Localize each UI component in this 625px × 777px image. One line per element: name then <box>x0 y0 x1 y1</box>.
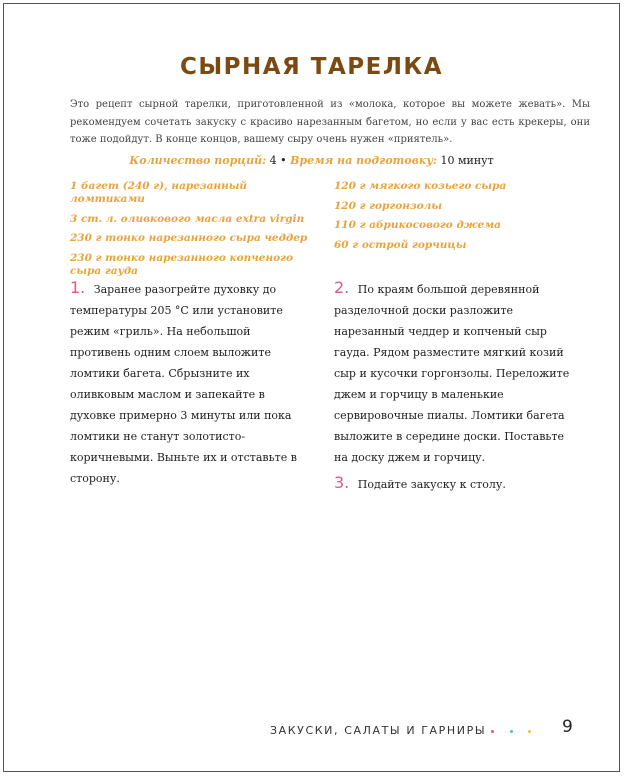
ingredient-item: 60 г острой горчицы <box>334 238 467 251</box>
ingredient-item: 120 г горгонзолы <box>334 199 443 212</box>
ingredient-item: 110 г абрикосового джема <box>334 219 501 231</box>
ingredient-item: 1 багет (240 г), нарезанный ломтиками <box>70 180 248 205</box>
steps-right-column <box>334 279 570 501</box>
step-1 <box>70 279 310 489</box>
prep-time-label: Время на подготовку: <box>290 154 437 167</box>
footer-dot <box>510 730 513 733</box>
ingredient-item: 3 ст. л. оливкового масла extra virgin <box>70 212 305 225</box>
step-number: 2. <box>334 278 350 297</box>
ingredient-item: 120 г мягкого козьего сыра <box>334 180 507 192</box>
step-text: Заранее разогрейте духовку до температуры 205 °С или установите режим «гриль». На небольшой противень одним слоем выложите ломтики багета. Сбрызните их оливковым маслом и запекайте в духовке примерно 3 минуты или пока ломтики не станут золотисто-коричневыми. Выньте их и отставьте в сторону. <box>70 283 297 485</box>
step-text: По краям большой деревянной разделочной доски разложите нарезанный чеддер и копченый сыр гауда. Рядом разместите мягкий козий сыр и кусочки горгонзолы. Переложите джем и горчицу в маленькие сервировочные пиалы. Ломтики багета выложите в середине доски. Поставьте на доску джем и горчицу. <box>334 283 570 464</box>
meta-separator: • <box>280 154 287 167</box>
step-number: 1. <box>70 278 86 297</box>
step-3 <box>334 474 570 495</box>
footer-section-title: ЗАКУСКИ, САЛАТЫ И ГАРНИРЫ <box>270 724 487 737</box>
ingredient-item: 230 г тонко нарезанного сыра чеддер <box>70 232 308 244</box>
footer-dot <box>491 730 494 733</box>
footer-dot <box>528 730 531 733</box>
ingredients-right-column <box>334 180 564 258</box>
step-text: Подайте закуску к столу. <box>357 478 506 491</box>
recipe-page <box>3 3 620 772</box>
servings-value: 4 <box>269 154 277 167</box>
prep-time-value: 10 минут <box>440 154 494 167</box>
recipe-intro: Это рецепт сырной тарелки, приготовленной из «молока, которое вы можете жевать». Мы рекомендуем сочетать закуску с красиво нарезанным багетом, но если у вас есть крекеры, они тоже подойдут. В конце концов, вашему сыру очень нужен «приятель». <box>70 99 590 145</box>
recipe-meta <box>4 154 619 167</box>
ingredient-item: 230 г тонко нарезанного копченого сыра гауда <box>70 251 294 277</box>
step-2 <box>334 279 570 468</box>
ingredients-left-column <box>70 180 318 284</box>
recipe-title: СЫРНАЯ ТАРЕЛКА <box>179 54 444 80</box>
steps-left-column <box>70 279 310 495</box>
servings-label: Количество порций: <box>129 154 267 167</box>
page-number: 9 <box>562 717 573 737</box>
step-number: 3. <box>334 473 350 492</box>
